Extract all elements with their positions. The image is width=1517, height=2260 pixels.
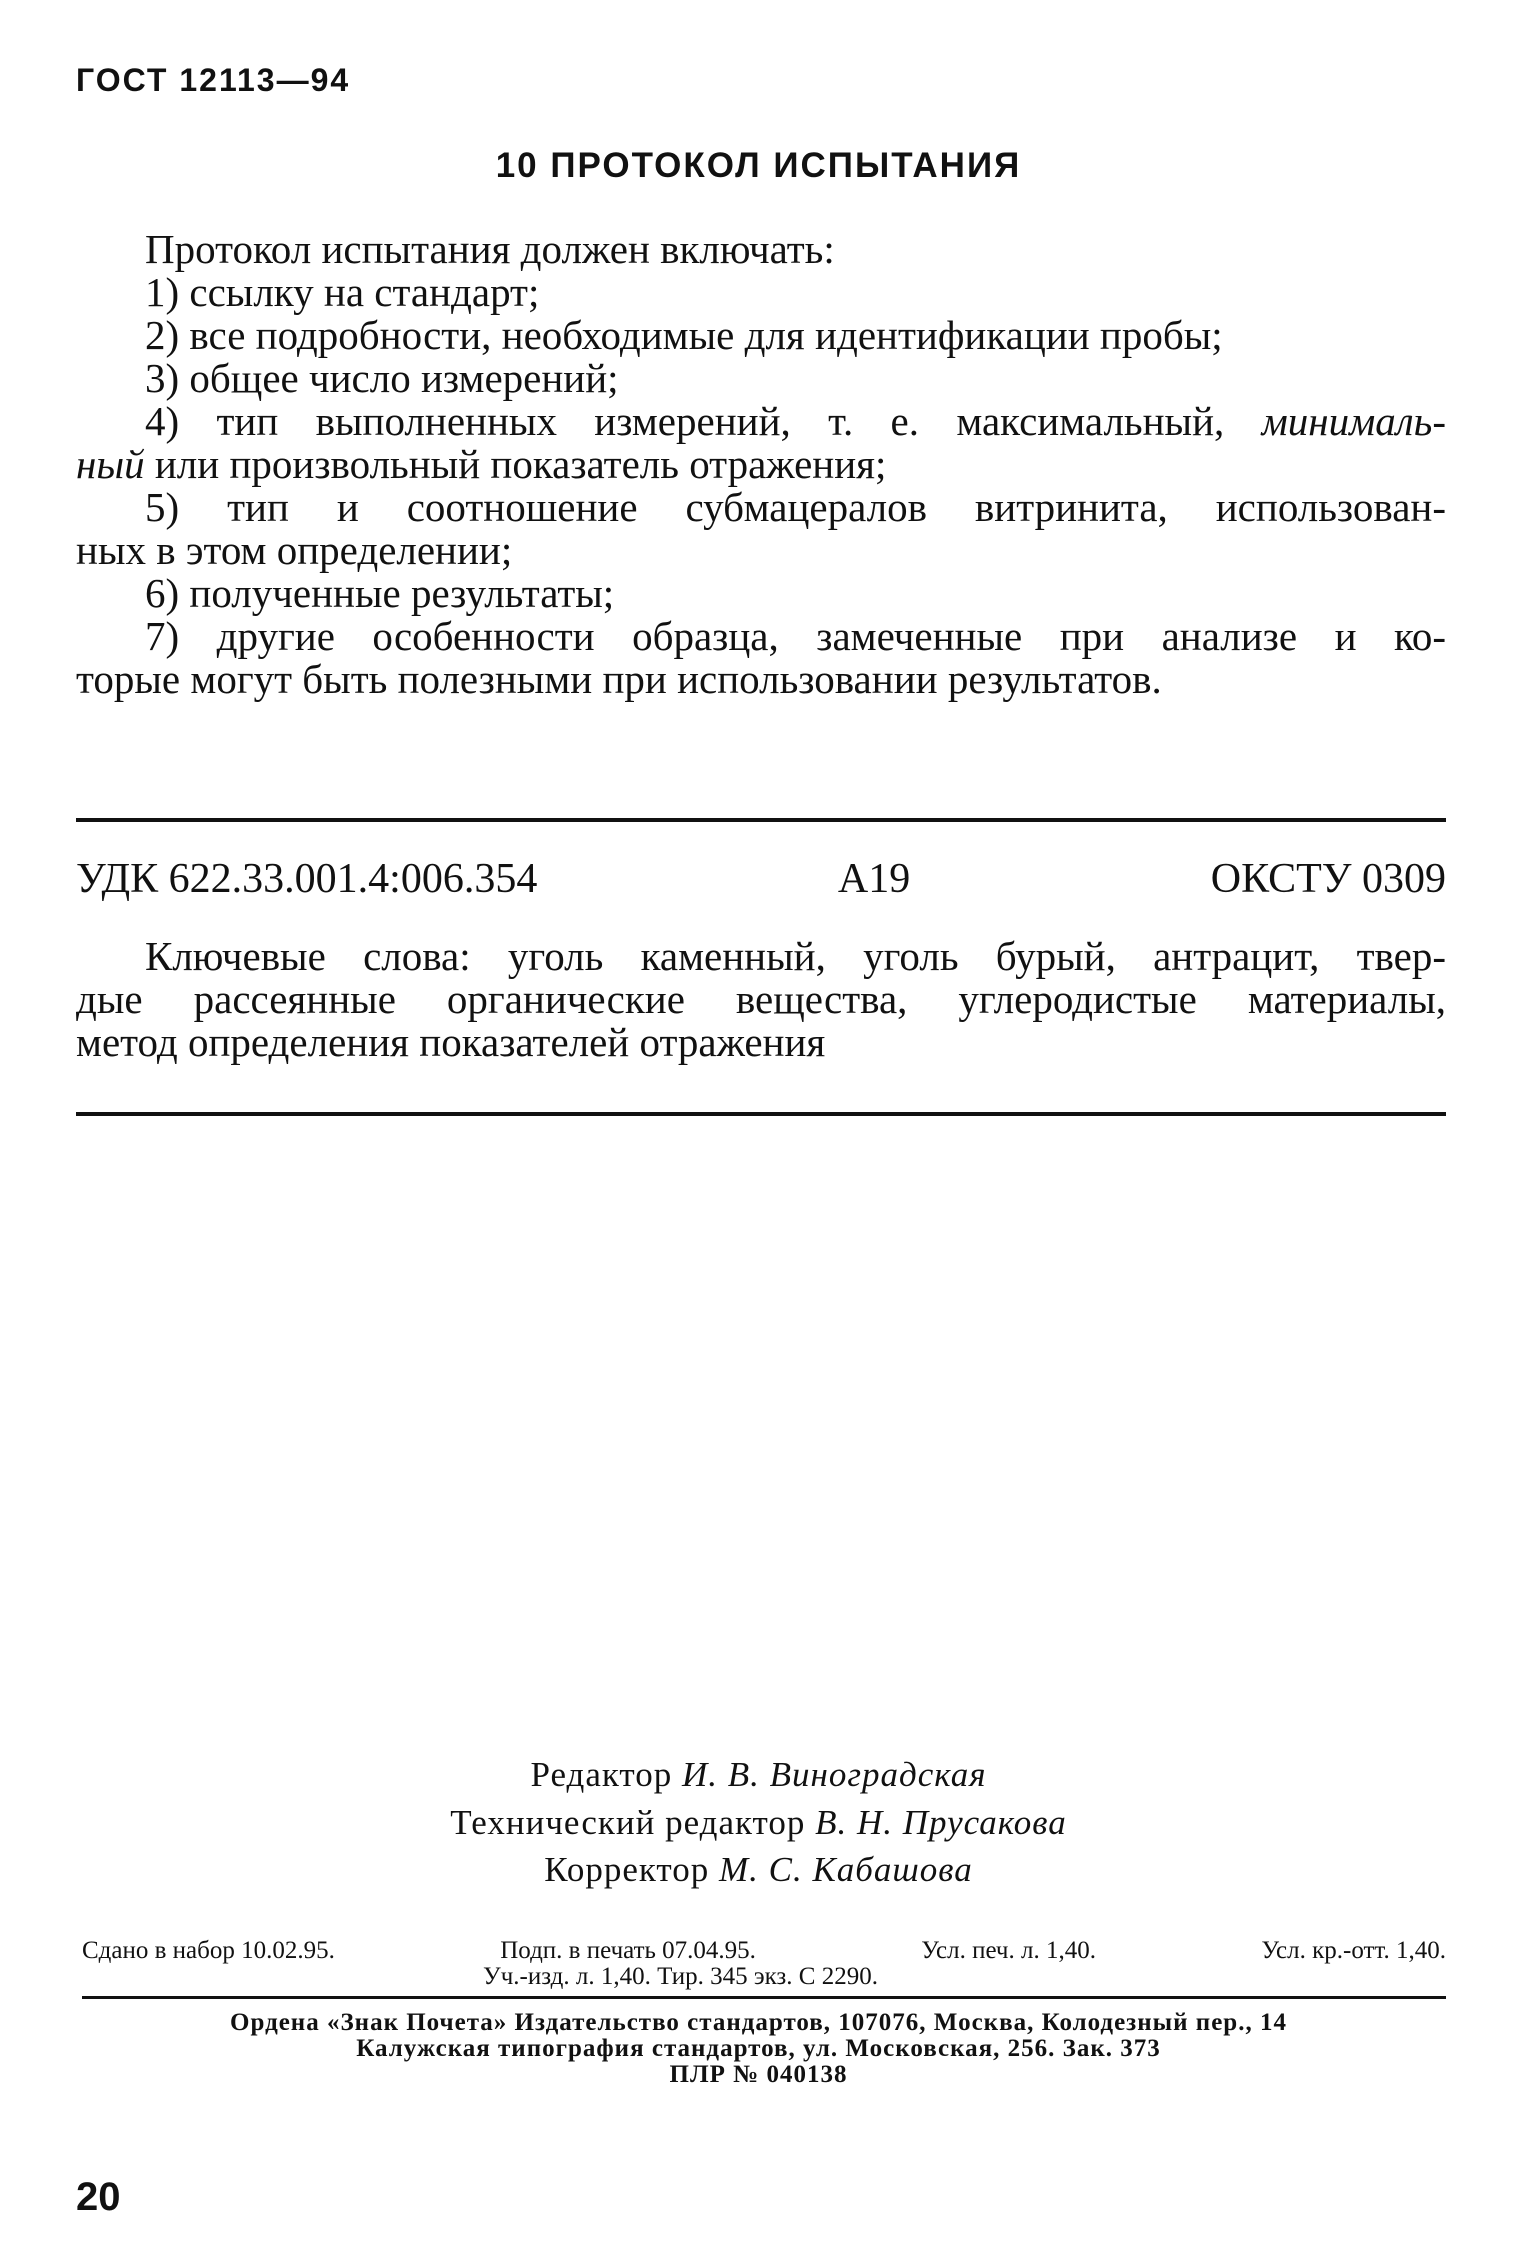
- okstu-code: ОКСТУ 0309: [1210, 856, 1446, 902]
- list-item-7-line1: 7) другие особенности образца, замеченные при анализе и ко-: [145, 613, 1446, 659]
- list-item-4-line2: ный или произвольный показатель отражения;: [76, 441, 887, 487]
- print-signed-date: Подп. в печать 07.04.95.: [500, 1937, 756, 1964]
- page-number: 20: [76, 2175, 121, 2219]
- document-code: ГОСТ 12113—94: [76, 62, 351, 98]
- typeset-date: Сдано в набор 10.02.95.: [82, 1937, 335, 1964]
- list-item-5-line2: ных в этом определении;: [76, 527, 513, 573]
- list-item-7-line2: торые могут быть полезными при использовании результатов.: [76, 656, 1162, 702]
- group-code: А19: [837, 856, 911, 902]
- editor-credit: Редактор И. В. Виноградская: [530, 1755, 987, 1794]
- keywords-line1: Ключевые слова: уголь каменный, уголь бурый, антрацит, твер-: [145, 933, 1446, 979]
- keywords-line3: метод определения показателей отражения: [76, 1019, 826, 1065]
- publisher-line1: Ордена «Знак Почета» Издательство стандартов, 107076, Москва, Колодезный пер., 14: [230, 2009, 1287, 2036]
- print-sheets: Усл. печ. л. 1,40.: [921, 1937, 1096, 1964]
- divider-bottom: [76, 1112, 1446, 1116]
- section-title: 10 ПРОТОКОЛ ИСПЫТАНИЯ: [495, 146, 1022, 185]
- list-item-2: 2) все подробности, необходимые для идентификации пробы;: [145, 312, 1223, 358]
- publisher-line2: Калужская типография стандартов, ул. Московская, 256. Зак. 373: [356, 2035, 1161, 2062]
- list-item-3: 3) общее число измерений;: [145, 355, 619, 401]
- udk-code: УДК 622.33.001.4:006.354: [76, 856, 538, 902]
- tech-editor-credit: Технический редактор В. Н. Прусакова: [450, 1803, 1067, 1842]
- list-item-5-line1: 5) тип и соотношение субмацералов витринита, использован-: [145, 484, 1446, 530]
- list-item-1: 1) ссылку на стандарт;: [145, 269, 540, 315]
- color-prints: Усл. кр.-отт. 1,40.: [1261, 1937, 1446, 1964]
- imprint-row: [82, 1937, 1446, 1965]
- report-intro: Протокол испытания должен включать:: [145, 226, 835, 272]
- divider-top: [76, 818, 1446, 822]
- list-item-6: 6) полученные результаты;: [145, 570, 615, 616]
- corrector-credit: Корректор М. С. Кабашова: [544, 1850, 973, 1889]
- classification-row: [76, 855, 1446, 903]
- publisher-line3: ПЛР № 040138: [669, 2061, 848, 2088]
- list-item-4-line1: 4) тип выполненных измерений, т. е. максимальный, минималь-: [145, 398, 1446, 444]
- imprint-line2: Уч.-изд. л. 1,40. Тир. 345 экз. С 2290.: [483, 1963, 878, 1990]
- keywords-line2: дые рассеянные органические вещества, углеродистые материалы,: [76, 976, 1446, 1022]
- imprint-divider: [82, 1996, 1446, 1999]
